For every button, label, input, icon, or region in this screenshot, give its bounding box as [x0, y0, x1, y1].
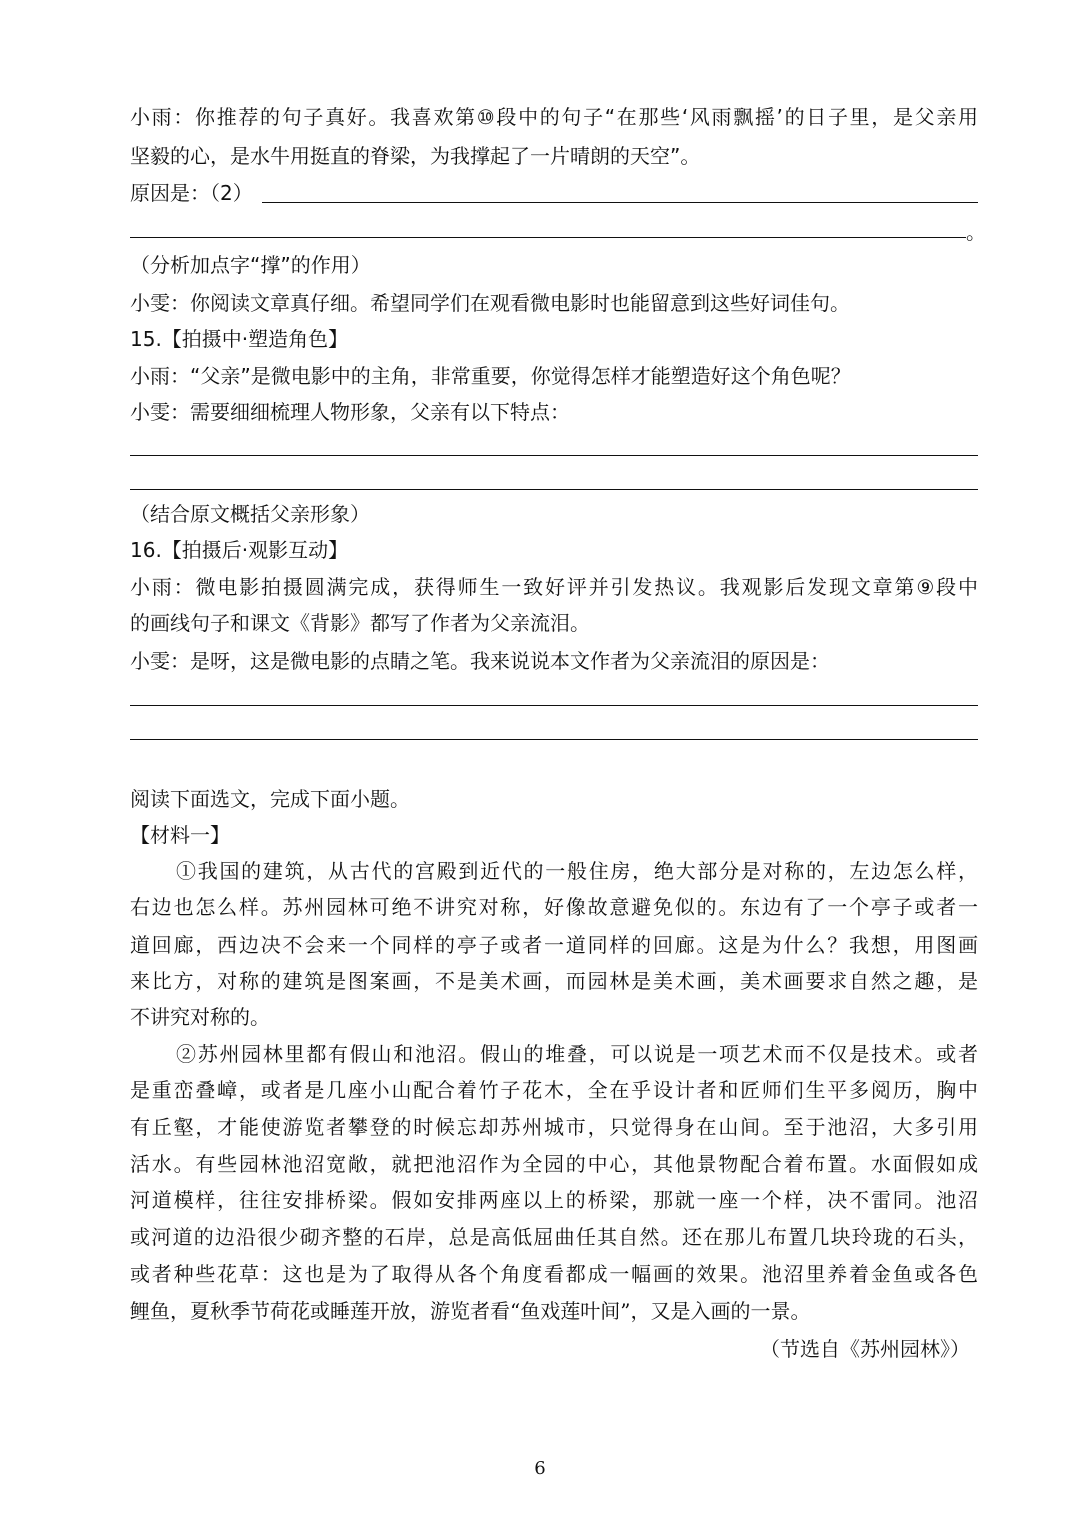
paragraph-line: 河道模样，往往安排桥梁。假如安排两座以上的桥梁，那就一座一个样，决不雷同。池沼 [130, 1188, 978, 1212]
dialogue-line: 小雨：你推荐的句子真好。我喜欢第⑩段中的句子“在那些‘风雨飘摇’的日子里，是父亲用 [130, 105, 978, 129]
answer-line [130, 739, 978, 740]
paragraph-line: ②苏州园林里都有假山和池沼。假山的堆叠，可以说是一项艺术而不仅是技术。或者 [176, 1042, 978, 1066]
paragraph-line: 来比方，对称的建筑是图案画，不是美术画，而园林是美术画，美术画要求自然之趣，是 [130, 969, 978, 993]
paragraph-line: 右边也怎么样。苏州园林可绝不讲究对称，好像故意避免似的。东边有了一个亭子或者一 [130, 895, 978, 919]
answer-line [130, 455, 978, 456]
dialogue-line: 小雯：需要细细梳理人物形象，父亲有以下特点： [130, 400, 570, 424]
answer-period: 。 [966, 220, 986, 244]
question-title: 15.【拍摄中·塑造角色】 [130, 327, 349, 351]
paragraph-line: 鲤鱼，夏秋季节荷花或睡莲开放，游览者看“鱼戏莲叶间”，又是入画的一景。 [130, 1299, 811, 1323]
dialogue-line: 坚毅的心，是水牛用挺直的脊梁，为我撑起了一片晴朗的天空”。 [130, 144, 701, 168]
dialogue-line: 的画线句子和课文《背影》都写了作者为父亲流泪。 [130, 611, 590, 635]
question-title: 16.【拍摄后·观影互动】 [130, 538, 349, 562]
answer-line [130, 489, 978, 490]
reading-intro: 阅读下面选文，完成下面小题。 [130, 787, 410, 811]
answer-line [130, 705, 978, 706]
paragraph-line: 有丘壑，才能使游览者攀登的时候忘却苏州城市，只觉得身在山间。至于池沼，大多引用 [130, 1115, 978, 1139]
paragraph-line: 或者种些花草：这也是为了取得从各个角度看都成一幅画的效果。池沼里养着金鱼或各色 [130, 1262, 978, 1286]
dialogue-line: 小雯：是呀，这是微电影的点睛之笔。我来说说本文作者为父亲流泪的原因是： [130, 649, 830, 673]
answer-line [130, 237, 966, 238]
paragraph-line: 活水。有些园林池沼宽敞，就把池沼作为全园的中心，其他景物配合着布置。水面假如成 [130, 1152, 978, 1176]
paragraph-line: 或河道的边沿很少砌齐整的石岸，总是高低屈曲任其自然。还在那儿布置几块玲珑的石头， [130, 1225, 978, 1249]
paragraph-line: 道回廊，西边决不会来一个同样的亭子或者一道同样的回廊。这是为什么？我想，用图画 [130, 933, 978, 957]
answer-hint: （分析加点字“撑”的作用） [130, 253, 371, 277]
dialogue-line: 小雨：“父亲”是微电影中的主角，非常重要，你觉得怎样才能塑造好这个角色呢？ [130, 364, 851, 388]
material-title: 【材料一】 [130, 823, 230, 847]
paragraph-line: ①我国的建筑，从古代的宫殿到近代的一般住房，绝大部分是对称的，左边怎么样， [176, 859, 978, 883]
answer-line [262, 202, 978, 203]
source-citation: （节选自《苏州园林》） [760, 1337, 970, 1361]
page-number: 6 [534, 1458, 546, 1479]
dialogue-line: 小雯：你阅读文章真仔细。希望同学们在观看微电影时也能留意到这些好词佳句。 [130, 291, 850, 315]
answer-hint: （结合原文概括父亲形象） [130, 502, 370, 526]
dialogue-line: 小雨：微电影拍摄圆满完成，获得师生一致好评并引发热议。我观影后发现文章第⑨段中 [130, 575, 978, 599]
paragraph-line: 是重峦叠嶂，或者是几座小山配合着竹子花木，全在乎设计者和匠师们生平多阅历，胸中 [130, 1078, 978, 1102]
paragraph-line: 不讲究对称的。 [130, 1005, 270, 1029]
reason-label: 原因是：（2） [130, 181, 253, 205]
